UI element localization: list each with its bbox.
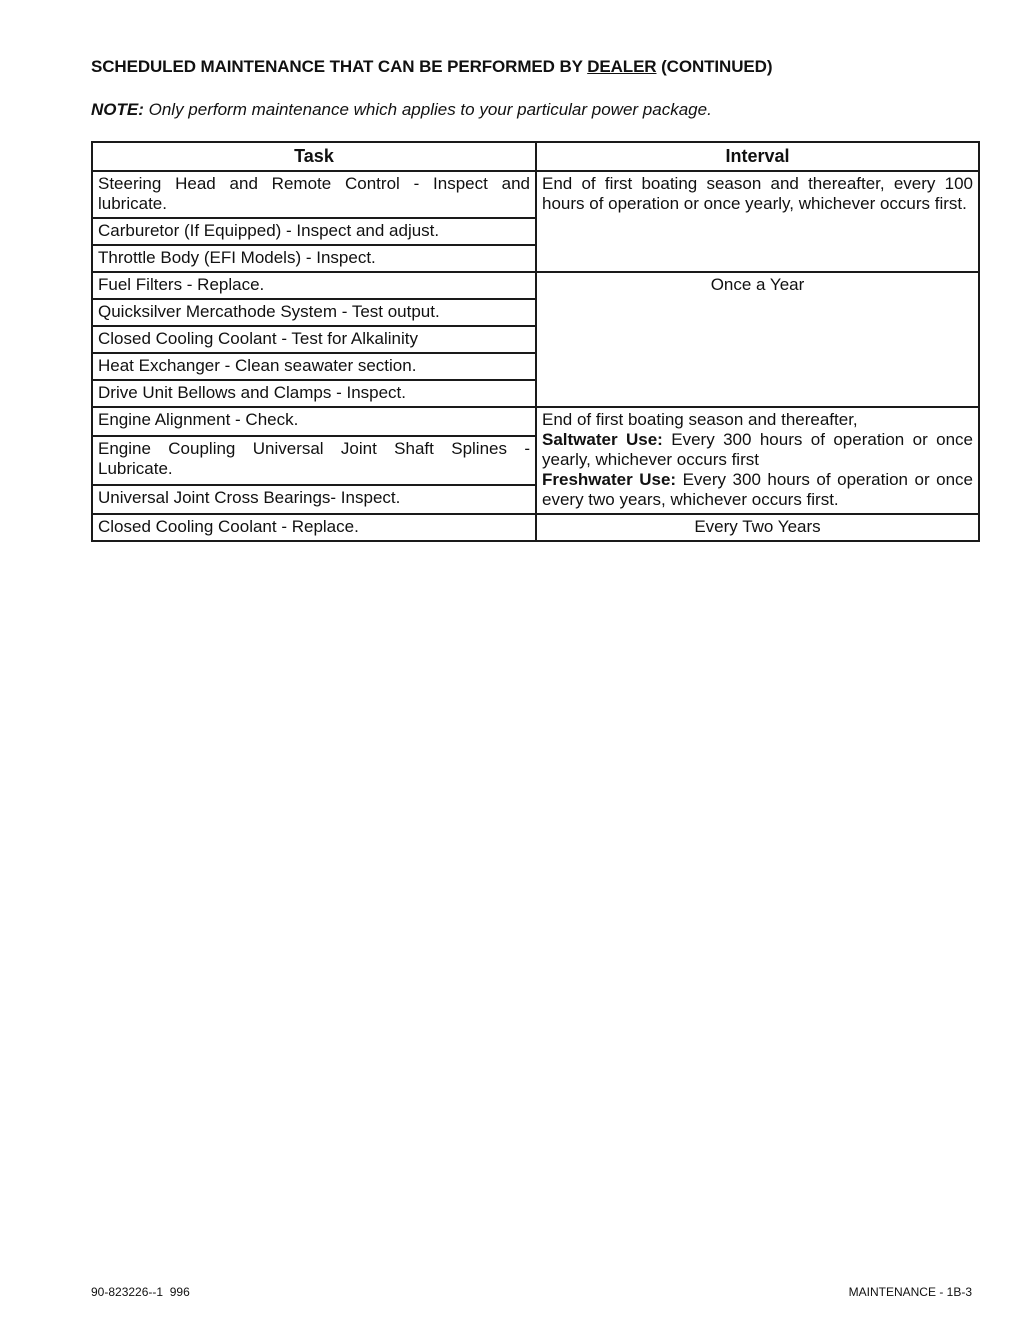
task-cell: Carburetor (If Equipped) - Inspect and adjust. xyxy=(92,218,536,245)
note xyxy=(91,100,712,120)
footer-doc-number: 90-823226--1 996 xyxy=(91,1285,190,1299)
interval-cell: Once a Year xyxy=(536,272,979,407)
note-label: NOTE: xyxy=(91,100,144,119)
footer-section: MAINTENANCE - 1B-3 xyxy=(848,1285,972,1299)
task-cell: Universal Joint Cross Bearings- Inspect. xyxy=(92,485,536,514)
task-cell: Engine Coupling Universal Joint Shaft Splines - Lubricate. xyxy=(92,436,536,486)
table-row xyxy=(92,171,979,218)
page-heading xyxy=(91,57,772,77)
task-cell: Heat Exchanger - Clean seawater section. xyxy=(92,353,536,380)
column-header-interval: Interval xyxy=(536,142,979,171)
interval-cell xyxy=(536,407,979,514)
freshwater-label: Freshwater Use: xyxy=(542,470,677,489)
interval-cell: Every Two Years xyxy=(536,514,979,541)
table-header-row xyxy=(92,142,979,171)
freshwater-text: Every 300 hours of operation or once every two years, whichever occurs first. xyxy=(542,470,973,509)
heading-underlined-word: DEALER xyxy=(587,57,657,76)
interval-intro: End of first boating season and thereafter, xyxy=(542,410,858,429)
interval-cell: End of first boating season and thereafter, every 100 hours of operation or once yearly, whichever occurs first. xyxy=(536,171,979,272)
table-row xyxy=(92,272,979,299)
task-cell: Drive Unit Bellows and Clamps - Inspect. xyxy=(92,380,536,407)
note-text: Only perform maintenance which applies to your particular power package. xyxy=(143,100,712,119)
task-cell: Throttle Body (EFI Models) - Inspect. xyxy=(92,245,536,272)
task-cell: Engine Alignment - Check. xyxy=(92,407,536,436)
task-cell: Closed Cooling Coolant - Test for Alkalinity xyxy=(92,326,536,353)
task-cell: Quicksilver Mercathode System - Test output. xyxy=(92,299,536,326)
saltwater-label: Saltwater Use: xyxy=(542,430,663,449)
task-cell: Fuel Filters - Replace. xyxy=(92,272,536,299)
heading-text: SCHEDULED MAINTENANCE THAT CAN BE PERFORMED BY xyxy=(91,57,588,76)
heading-suffix: (CONTINUED) xyxy=(656,57,773,76)
maintenance-table xyxy=(91,141,980,542)
saltwater-text: Every 300 hours of operation or once yearly, whichever occurs first xyxy=(542,430,973,469)
table-row xyxy=(92,514,979,541)
task-cell: Closed Cooling Coolant - Replace. xyxy=(92,514,536,541)
column-header-task: Task xyxy=(92,142,536,171)
task-cell: Steering Head and Remote Control - Inspect and lubricate. xyxy=(92,171,536,218)
table-row xyxy=(92,407,979,436)
